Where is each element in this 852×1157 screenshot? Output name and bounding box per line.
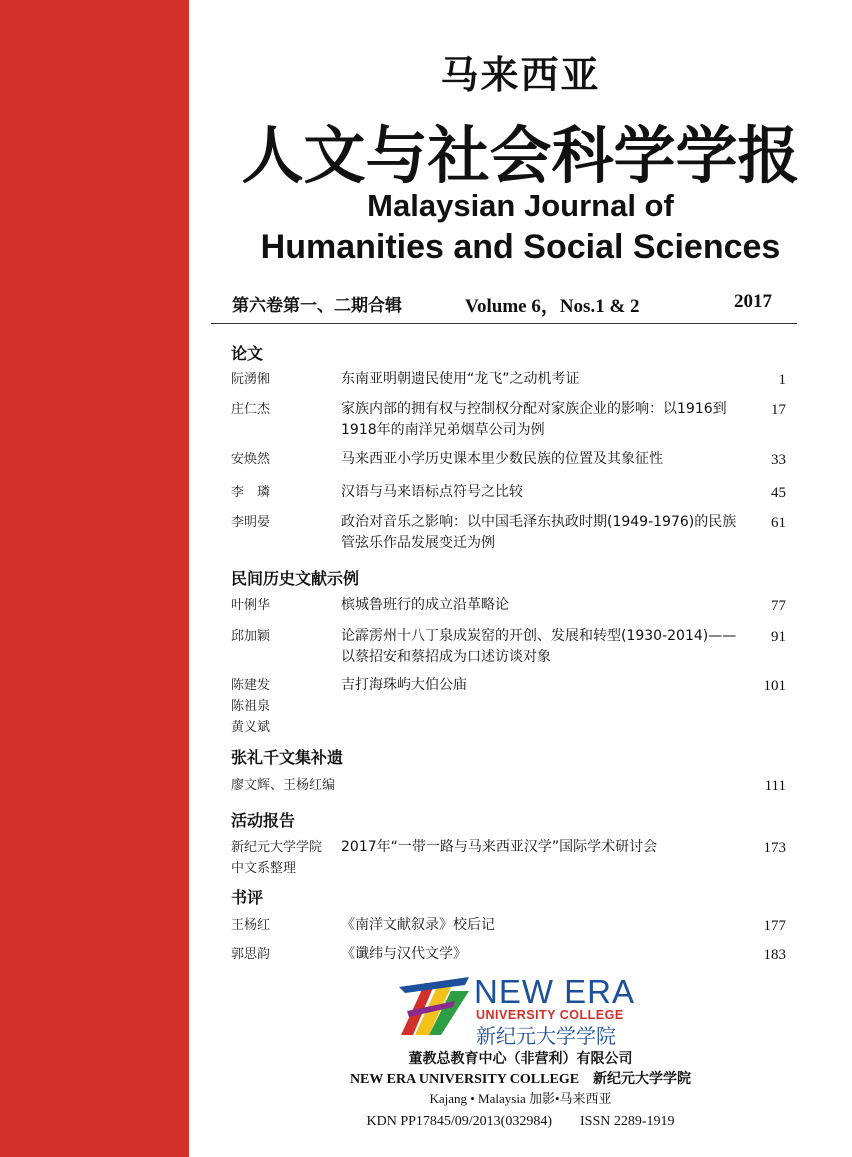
publisher-line-3: Kajang • Malaysia 加影•马来西亚 — [429, 1091, 612, 1106]
volume-year: 2017 — [734, 291, 772, 312]
toc-title: 家族内部的拥有权与控制权分配对家族企业的影响：以1916到1918年的南洋兄弟烟草公司为例 — [341, 401, 727, 438]
toc-section-heading: 书评 — [231, 888, 264, 907]
toc-title: 2017年“一带一路与马来西亚汉学”国际学术研讨会 — [341, 839, 658, 855]
toc-page: 91 — [771, 629, 786, 645]
toc-section-heading: 论文 — [231, 344, 264, 363]
title-country-cn: 马来西亚 — [440, 53, 601, 97]
toc-title: 马来西亚小学历史课本里少数民族的位置及其象征性 — [341, 451, 663, 467]
new-era-logo-icon — [395, 975, 470, 1037]
toc-page: 33 — [771, 452, 786, 468]
toc-author: 李 璘 — [231, 485, 271, 500]
toc-title: 吉打海珠屿大伯公庙 — [341, 677, 467, 693]
logo-text-uc: UNIVERSITY COLLEGE — [476, 1008, 624, 1022]
toc-section-heading: 活动报告 — [231, 811, 296, 830]
toc-title: 《谶纬与汉代文学》 — [341, 946, 467, 962]
toc-title: 汉语与马来语标点符号之比较 — [341, 484, 523, 500]
logo-text-cn: 新纪元大学学院 — [476, 1024, 616, 1048]
volume-en: Volume 6，Nos.1 & 2 — [465, 296, 640, 317]
toc-author: 廖文辉、王杨红编 — [231, 778, 336, 793]
toc-page: 183 — [763, 947, 786, 963]
toc-title: 政治对音乐之影响：以中国毛泽东执政时期(1949-1976)的民族管弦乐作品发展变迁为例 — [341, 514, 737, 551]
toc-section-heading: 张礼千文集补遗 — [231, 748, 344, 767]
toc-page: 173 — [763, 840, 786, 856]
toc-page: 177 — [763, 918, 786, 934]
toc-page: 111 — [764, 778, 786, 794]
toc-author: 郭思韵 — [231, 947, 271, 962]
toc-page: 1 — [778, 372, 786, 388]
journal-title-cn: 人文与社会科学学报 — [241, 119, 800, 192]
toc-page: 45 — [771, 485, 786, 501]
publisher-line-2: NEW ERA UNIVERSITY COLLEGE 新纪元大学学院 — [349, 1072, 692, 1087]
toc-page: 17 — [771, 402, 786, 418]
toc-section-heading: 民间历史文献示例 — [231, 569, 360, 588]
toc-author: 阮湧俰 — [231, 372, 271, 387]
toc-author: 庄仁杰 — [231, 402, 271, 417]
volume-line — [232, 291, 772, 317]
toc-author: 李明晏 — [231, 515, 271, 530]
toc-author: 新纪元大学学院 中文系整理 — [231, 840, 323, 876]
toc-author: 叶俐华 — [231, 598, 271, 613]
journal-title-en-line2: Humanities and Social Sciences — [260, 228, 781, 266]
toc-title: 《南洋文献叙录》校后记 — [341, 917, 495, 933]
toc-author: 邱加颖 — [231, 629, 271, 644]
toc-author: 王杨红 — [231, 918, 271, 933]
kdn-number: KDN PP17845/09/2013(032984) — [366, 1114, 552, 1129]
toc-author: 陈建发 陈祖泉 黄义斌 — [231, 678, 271, 735]
registration-line — [189, 1114, 852, 1130]
cover-spine — [0, 0, 189, 1157]
toc-page: 101 — [763, 678, 786, 694]
journal-title-en-line1: Malaysian Journal of — [367, 188, 674, 223]
toc-title: 槟城鲁班行的成立沿革略论 — [341, 597, 509, 613]
issn-number: ISSN 2289-1919 — [580, 1114, 675, 1129]
logo-text-en: NEW ERA — [474, 973, 636, 1010]
volume-cn: 第六卷第一、二期合辑 — [232, 296, 402, 316]
toc-title: 东南亚明朝遗民使用“龙飞”之动机考证 — [341, 371, 580, 387]
toc-title: 论霹雳州十八丁泉成炭窑的开创、发展和转型(1930-2014)—— 以蔡招安和蔡招成为口述访谈对象 — [341, 628, 737, 665]
toc-page: 61 — [771, 515, 786, 531]
toc-author: 安焕然 — [231, 452, 271, 467]
toc-page: 77 — [771, 598, 786, 614]
divider — [211, 323, 797, 324]
publisher-line-1: 董教总教育中心（非营利）有限公司 — [408, 1051, 633, 1067]
